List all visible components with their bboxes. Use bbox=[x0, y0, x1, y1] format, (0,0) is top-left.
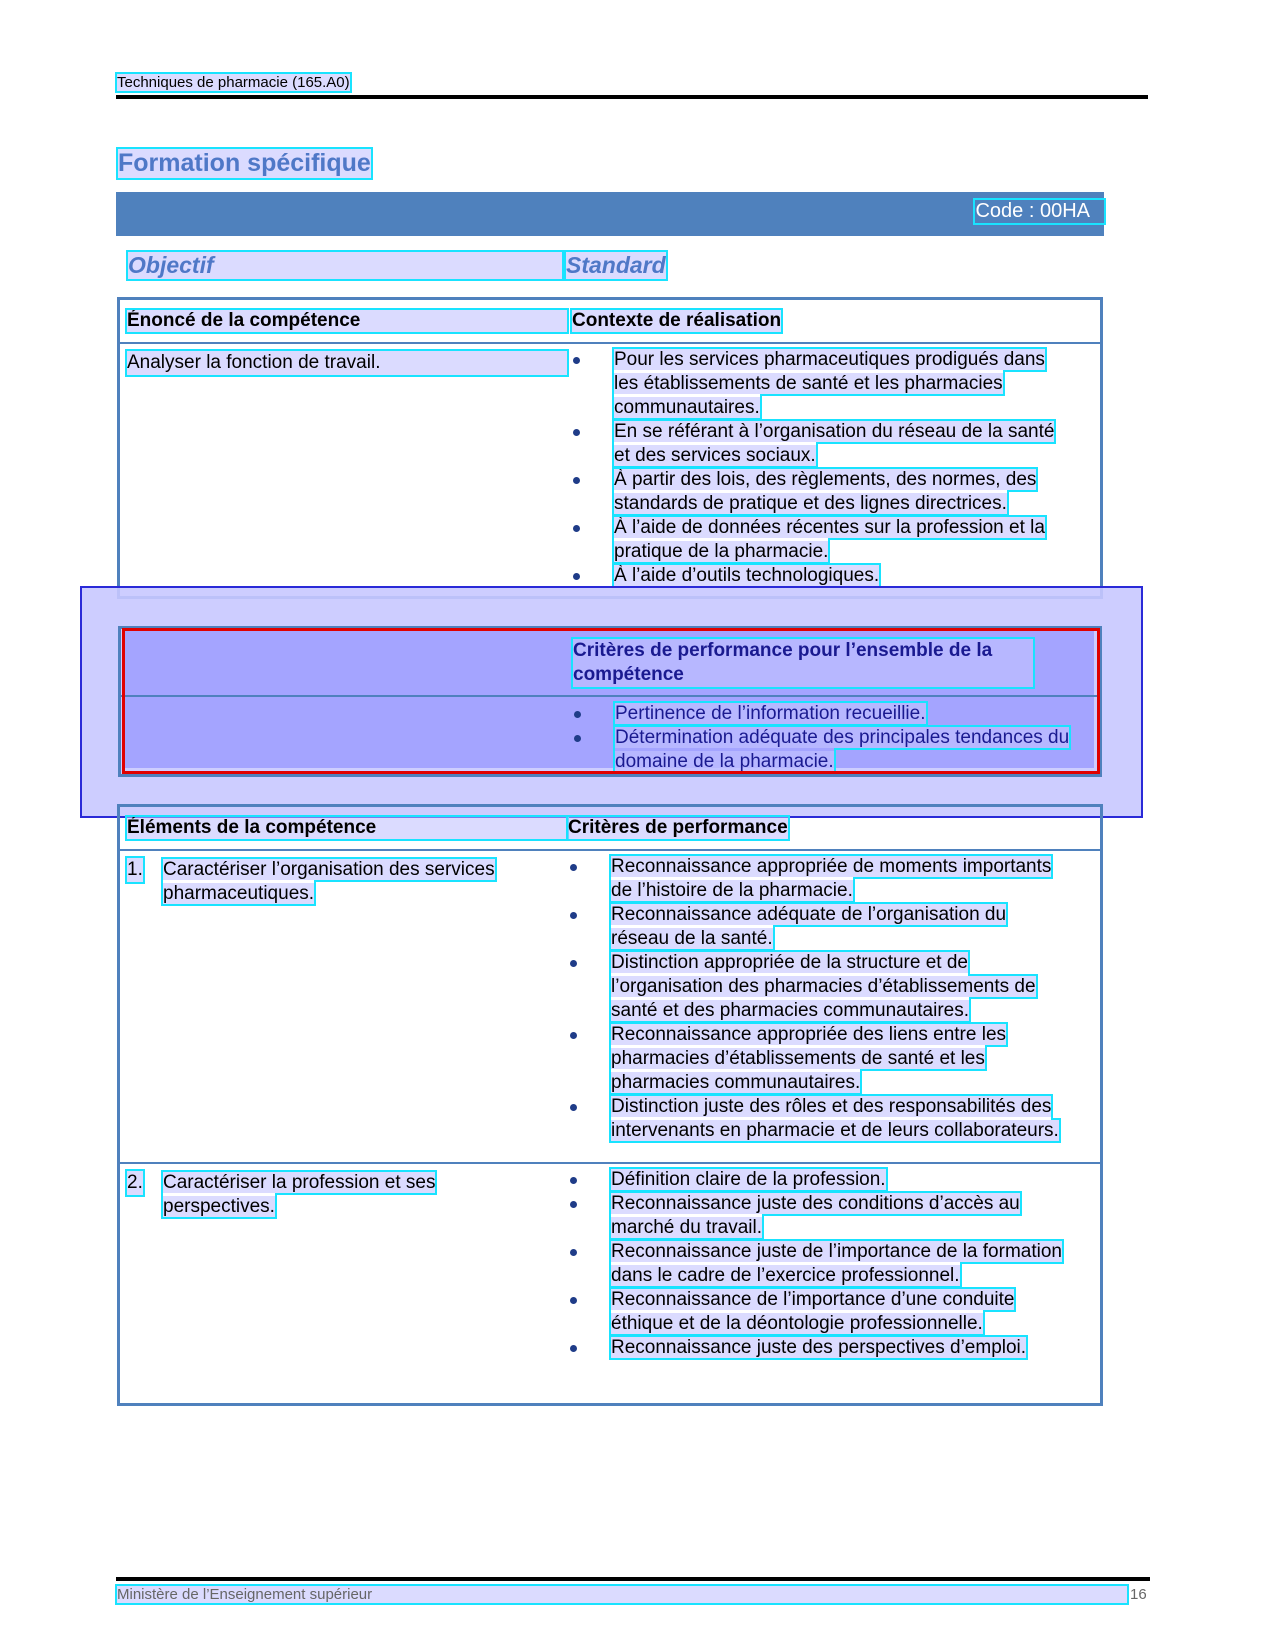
overall-criteria-header: Critères de performance pour l’ensemble de la compétence bbox=[573, 639, 1033, 687]
criteria-list-2 bbox=[567, 1168, 1067, 1360]
element-number: 1. bbox=[127, 859, 143, 880]
element-text: Caractériser l’organisation des services pharmaceutiques. bbox=[163, 859, 495, 904]
bullet-icon bbox=[570, 1104, 577, 1111]
context-header: Contexte de réalisation bbox=[572, 310, 782, 331]
bullet-icon bbox=[570, 912, 577, 919]
competence-statement-table bbox=[117, 297, 1103, 599]
footer-rule bbox=[116, 1577, 1150, 1581]
list-item: Reconnaissance juste de l’importance de la formation dans le cadre de l’exercice professionnel. bbox=[567, 1240, 1067, 1288]
element-row-1 bbox=[127, 858, 547, 906]
element-text: Caractériser la profession et ses perspectives. bbox=[163, 1172, 436, 1217]
criteria-list-1 bbox=[567, 855, 1067, 1143]
list-item: Distinction juste des rôles et des responsabilités des intervenants en pharmacie et de leurs collaborateurs. bbox=[567, 1095, 1067, 1143]
list-item: Pertinence de l’information recueillie. bbox=[571, 702, 1071, 726]
table1-header-rule bbox=[120, 342, 1100, 344]
competency-code: Code : 00HA bbox=[975, 200, 1104, 223]
objectif-title: Objectif bbox=[128, 252, 562, 279]
bullet-icon bbox=[573, 357, 580, 364]
bullet-icon bbox=[570, 1177, 577, 1184]
bullet-icon bbox=[573, 429, 580, 436]
performance-header: Critères de performance bbox=[568, 817, 788, 838]
list-item: En se référant à l’organisation du réseau de la santé et des services sociaux. bbox=[570, 420, 1070, 468]
document-header-title: Techniques de pharmacie (165.A0) bbox=[117, 74, 350, 91]
bullet-icon bbox=[570, 1249, 577, 1256]
bullet-icon bbox=[570, 1032, 577, 1039]
list-item: Détermination adéquate des principales tendances du domaine de la pharmacie. bbox=[571, 726, 1071, 774]
standard-title: Standard bbox=[566, 252, 666, 278]
list-item: Reconnaissance appropriée de moments importants de l’histoire de la pharmacie. bbox=[567, 855, 1067, 903]
bullet-icon bbox=[573, 573, 580, 580]
statement-text: Analyser la fonction de travail. bbox=[127, 351, 567, 375]
list-item: Reconnaissance de l’importance d’une conduite éthique et de la déontologie professionnelle. bbox=[567, 1288, 1067, 1336]
list-item: À partir des lois, des règlements, des normes, des standards de pratique et des lignes directrices. bbox=[570, 468, 1070, 516]
table3-row-rule bbox=[120, 1162, 1100, 1164]
bullet-icon bbox=[570, 864, 577, 871]
header-rule bbox=[116, 95, 1148, 99]
list-item: Définition claire de la profession. bbox=[567, 1168, 1067, 1192]
statement-header: Énoncé de la compétence bbox=[127, 310, 567, 332]
elements-header: Éléments de la compétence bbox=[127, 817, 567, 839]
table3-header-rule bbox=[120, 849, 1100, 851]
context-list bbox=[570, 348, 1070, 588]
bullet-icon bbox=[570, 960, 577, 967]
list-item: Distinction appropriée de la structure et de l’organisation des pharmacies d’établissements de santé et des pharmacies communautaires. bbox=[567, 951, 1067, 1023]
list-item: Reconnaissance juste des perspectives d’emploi. bbox=[567, 1336, 1067, 1360]
list-item: Reconnaissance juste des conditions d’accès au marché du travail. bbox=[567, 1192, 1067, 1240]
element-row-2 bbox=[127, 1171, 547, 1219]
list-item: Reconnaissance appropriée des liens entre les pharmacies d’établissements de santé et les pharmacies communautaires. bbox=[567, 1023, 1067, 1095]
code-bar bbox=[116, 192, 1104, 236]
elements-table bbox=[117, 804, 1103, 1406]
page-number: 16 bbox=[1130, 1586, 1147, 1603]
bullet-icon bbox=[570, 1345, 577, 1352]
element-number: 2. bbox=[127, 1172, 143, 1193]
list-item: À l’aide de données récentes sur la profession et la pratique de la pharmacie. bbox=[570, 516, 1070, 564]
bullet-icon bbox=[573, 525, 580, 532]
list-item: À l’aide d’outils technologiques. bbox=[570, 564, 1070, 588]
bullet-icon bbox=[570, 1297, 577, 1304]
footer-ministry: Ministère de l’Enseignement supérieur bbox=[117, 1586, 1127, 1603]
list-item: Pour les services pharmaceutiques prodigués dans les établissements de santé et les pharmacies communautaires. bbox=[570, 348, 1070, 420]
selected-region-border bbox=[122, 628, 1100, 774]
bullet-icon bbox=[570, 1201, 577, 1208]
bullet-icon bbox=[573, 477, 580, 484]
section-title: Formation spécifique bbox=[118, 149, 371, 177]
list-item: Reconnaissance adéquate de l’organisation du réseau de la santé. bbox=[567, 903, 1067, 951]
